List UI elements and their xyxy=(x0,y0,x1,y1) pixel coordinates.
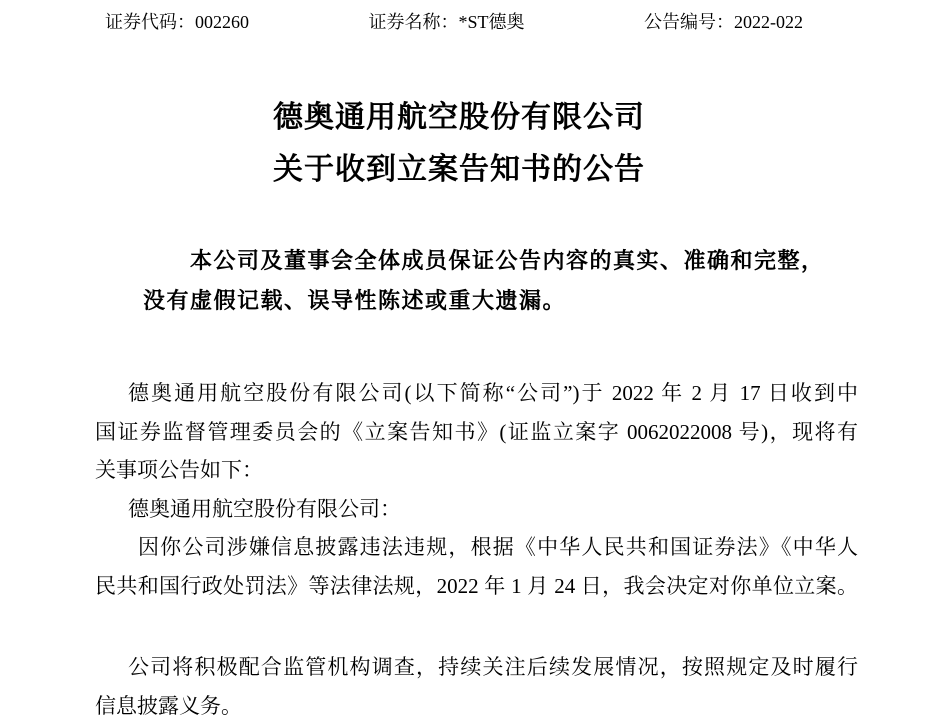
paragraph-cooperation-statement xyxy=(95,648,858,725)
document-header xyxy=(105,10,803,34)
body-line: 德奥通用航空股份有限公司(以下简称“公司”)于 2022 年 2 月 17 日收到中 xyxy=(128,381,858,405)
disclaimer-line: 没有虚假记载、误导性陈述或重大遗漏。 xyxy=(143,288,567,313)
paragraph-receipt-notice xyxy=(95,374,858,490)
body-line: 民共和国行政处罚法》等法律法规，2022 年 1 月 24 日，我会决定对你单位立案。 xyxy=(95,573,858,598)
body-line: 因你公司涉嫌信息披露违法违规，根据《中华人民共和国证券法》《中华人 xyxy=(138,535,858,559)
body-line: 国证券监督管理委员会的《立案告知书》(证监立案字 0062022008 号)，现将有 xyxy=(95,419,858,444)
body-line: 公司将积极配合监管机构调查，持续关注后续发展情况，按照规定及时履行 xyxy=(128,655,858,679)
board-disclaimer xyxy=(143,241,825,321)
paragraph-filing-reason xyxy=(95,528,858,605)
body-line: 德奥通用航空股份有限公司： xyxy=(128,496,401,521)
title-line-company: 德奥通用航空股份有限公司 xyxy=(273,101,645,134)
body-line: 信息披露义务。 xyxy=(95,693,242,718)
paragraph-addressee xyxy=(95,490,858,529)
title-line-subject: 关于收到立案告知书的公告 xyxy=(273,153,645,186)
body-line: 关事项公告如下： xyxy=(95,458,263,482)
disclaimer-line: 本公司及董事会全体成员保证公告内容的真实、准确和完整， xyxy=(190,248,825,273)
announcement-number: 公告编号：2022-022 xyxy=(643,12,803,32)
stock-code: 证券代码：002260 xyxy=(105,12,249,32)
announcement-title xyxy=(59,92,859,196)
announcement-body xyxy=(95,374,858,725)
stock-name: 证券名称：*ST德奥 xyxy=(368,12,525,32)
